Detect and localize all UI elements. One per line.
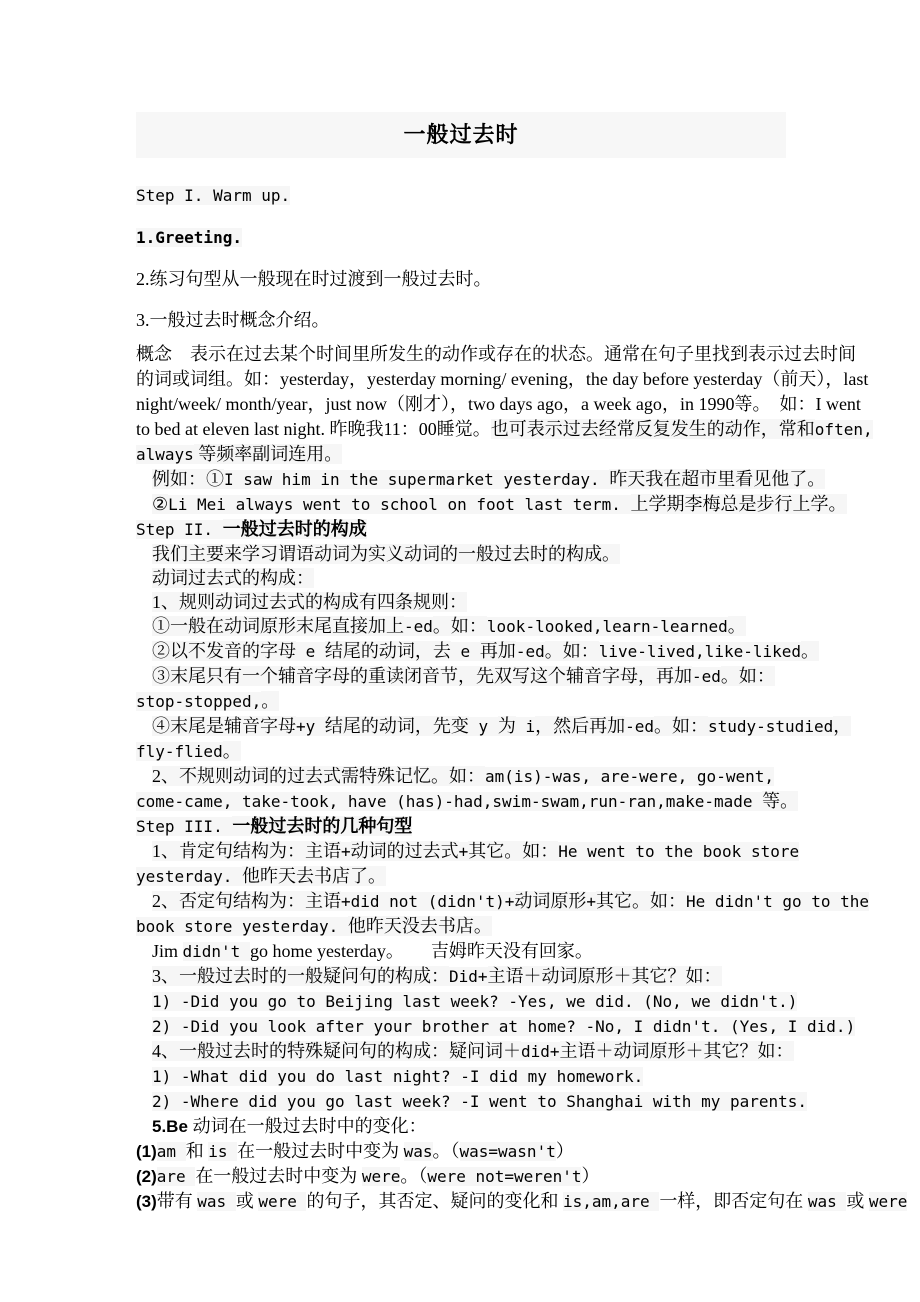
text-segment: 为: [497, 716, 516, 736]
text-line: [136, 689, 786, 714]
text-segment: -ed: [625, 717, 654, 736]
text-segment: e: [450, 642, 480, 661]
text-segment: ，: [833, 716, 852, 736]
text-segment: 结尾的动词，去: [324, 641, 451, 661]
text-segment: 等频率副词连用。: [193, 444, 343, 464]
text-segment: 的词或词组。如：: [136, 369, 280, 389]
text-segment: 主语＋动词原形＋其它？如：: [487, 966, 722, 986]
text-segment: 一般过去时概念介绍。: [149, 310, 330, 330]
text-segment: is: [208, 1142, 238, 1161]
text-segment: 。: [222, 741, 241, 761]
text-segment: 昨天我在超市里看见他了。: [609, 469, 826, 489]
text-segment: am: [156, 1142, 186, 1161]
text-segment: often,: [814, 420, 873, 439]
text-segment: 2、不规则动词的过去式需特殊记忆。如：: [152, 766, 485, 786]
text-segment: He didn't go to the: [686, 892, 870, 911]
text-segment: 昨晚我11：00睡觉。: [324, 419, 491, 439]
text-segment: 3、一般过去时的一般疑问句的构成：: [152, 966, 449, 986]
text-line: [136, 639, 820, 664]
text-segment: did+: [521, 1042, 560, 1061]
text-segment: ④末尾是辅音字母: [152, 716, 296, 736]
text-segment: 他昨天去书店了。: [241, 866, 386, 886]
text-segment: 或: [235, 1191, 259, 1211]
text-line: [136, 889, 870, 914]
text-segment: 的句子，其否定、疑问的变化和: [306, 1191, 563, 1211]
text-line: [136, 492, 847, 517]
text-segment: +: [341, 842, 351, 861]
text-segment: 。如：: [720, 666, 775, 686]
text-segment: Jim: [152, 941, 183, 961]
text-line: [136, 764, 786, 789]
text-line: [136, 590, 786, 614]
text-segment: 2、否定句结构为：主语: [152, 891, 341, 911]
text-segment: study-studied: [707, 717, 834, 736]
text-segment: 其它。如：: [468, 841, 559, 861]
text-segment: is,am,are: [562, 1192, 660, 1211]
text-line: [136, 789, 799, 814]
text-segment: were: [868, 1192, 908, 1211]
text-segment: 2) -Where did you go last week? -I went to Shanghai with my parents.: [152, 1092, 808, 1111]
text-segment: 动词的过去式: [350, 841, 459, 861]
text-segment: 他昨天没去书店。: [347, 916, 492, 936]
text-segment: go home yesterday: [249, 941, 386, 961]
text-segment: ，: [348, 369, 367, 389]
text-segment: Step I. Warm up.: [136, 186, 291, 205]
text-segment: 在一般过去时中变为: [195, 1166, 362, 1186]
text-segment: 概念 表示在过去某个时间里所发生的动作或存在的状态。通常在句子里找到表示过去时间: [136, 344, 856, 364]
text-segment: e: [296, 642, 325, 661]
text-segment: a week ago: [580, 394, 662, 414]
text-line: [136, 417, 873, 442]
text-segment: 等。 如：: [734, 394, 816, 414]
text-segment: Step III.: [136, 817, 233, 836]
text-segment: 我们主要来学习谓语动词为实义动词的一般过去时的构成。: [152, 544, 620, 564]
text-segment: y: [468, 717, 498, 736]
text-segment: the day before yesterday: [585, 369, 763, 389]
text-segment: （前天），: [762, 369, 844, 389]
text-segment: were: [361, 1167, 401, 1186]
text-segment: I went: [815, 394, 861, 414]
text-segment: 动词原形: [514, 891, 587, 911]
text-line: [136, 566, 786, 590]
text-segment: am(is)-was, are-were, go-went,: [485, 767, 774, 786]
text-segment: was: [197, 1192, 236, 1211]
text-segment: 。: [727, 616, 746, 636]
text-segment: （刚才），: [386, 394, 468, 414]
text-segment: i: [515, 717, 536, 736]
text-segment: look-looked,learn-learned: [486, 617, 728, 636]
text-line: [136, 442, 786, 467]
text-line: [136, 1064, 786, 1089]
text-segment: 。（: [400, 1166, 428, 1186]
text-line: [136, 939, 786, 964]
text-segment: two days ago: [467, 394, 563, 414]
document-content: [136, 112, 908, 1214]
text-segment: are: [156, 1167, 196, 1186]
text-segment: 其它。如：: [596, 891, 687, 911]
text-segment: stop-stopped,: [136, 692, 262, 711]
text-segment: (2): [136, 1167, 157, 1186]
warmup-item-2: [136, 269, 786, 289]
text-line: [136, 614, 786, 639]
text-segment: 1.Greeting.: [136, 228, 242, 247]
text-segment: 带有: [156, 1191, 198, 1211]
text-segment: fly-flied: [136, 742, 223, 761]
text-segment: ，然后再加: [535, 716, 626, 736]
text-line: [136, 714, 852, 739]
concept-paragraph: [136, 342, 873, 467]
text-segment: (1): [136, 1142, 157, 1161]
text-segment: come-came, take-took, have (has)-had,swim-swam,run-ran,make-made: [136, 792, 763, 811]
text-segment: 结尾的动词，先变: [324, 716, 469, 736]
text-segment: 1、规则动词过去式的构成有四条规则：: [152, 592, 467, 612]
text-segment: 在一般过去时中变为: [237, 1141, 404, 1161]
text-segment: book store yesterday.: [136, 917, 348, 936]
text-segment: -ed: [692, 667, 721, 686]
text-segment: 动词过去式的构成：: [152, 568, 314, 588]
text-line: [136, 467, 826, 492]
text-segment: -ed: [404, 617, 433, 636]
text-segment: ，: [307, 394, 326, 414]
text-segment: 练习句型从一般现在时过渡到一般过去时。: [149, 269, 492, 289]
text-segment: was: [403, 1142, 433, 1161]
text-segment: last: [843, 369, 869, 389]
text-segment: 。: [261, 691, 280, 711]
text-segment: 一般过去时的几种句型: [232, 816, 413, 836]
text-segment: yesterday morning/ evening: [366, 369, 568, 389]
text-segment: were not=weren't: [427, 1167, 582, 1186]
text-segment: was: [807, 1192, 847, 1211]
text-segment: 等。: [762, 791, 799, 811]
text-segment: ②: [152, 494, 169, 514]
text-segment: 。如：: [544, 641, 599, 661]
text-segment: always: [136, 445, 194, 464]
text-segment: was=wasn't: [459, 1142, 556, 1161]
text-segment: live-lived,like-liked: [598, 642, 802, 661]
document-title: 一般过去时: [136, 112, 786, 158]
text-segment: I saw him in the supermarket yesterday.: [224, 470, 610, 489]
text-line: [136, 1089, 808, 1114]
text-segment: 3.: [136, 310, 150, 330]
text-line: [136, 664, 786, 689]
text-segment: 2.: [136, 269, 150, 289]
text-segment: 也可表示过去经常反复发生的动作，常和: [490, 419, 815, 439]
text-segment: ）: [555, 1141, 574, 1161]
be-verb-heading: [136, 1114, 786, 1139]
greeting-heading: [136, 227, 786, 248]
text-segment: were: [258, 1192, 307, 1211]
text-segment: 1) -Did you go to Beijing last week? -Yes, we did. (No, we didn't.): [152, 992, 798, 1011]
text-segment: 。如：: [653, 716, 708, 736]
text-segment: ，: [562, 394, 581, 414]
text-segment: 和: [185, 1141, 209, 1161]
text-line: [136, 1014, 856, 1039]
text-segment: 或: [846, 1191, 869, 1211]
text-segment: 一样，即否定句在: [659, 1191, 808, 1211]
text-line: [136, 739, 786, 764]
text-line: [136, 964, 786, 989]
text-segment: 。（: [432, 1141, 460, 1161]
text-segment: ③末尾只有一个辅音字母的重读闭音节，先双写这个辅音字母，再加: [152, 666, 692, 686]
text-segment: ）: [581, 1166, 600, 1186]
text-segment: 一般过去时的构成: [222, 519, 367, 539]
text-segment: 1、肯定句结构为：主语: [152, 841, 341, 861]
text-segment: +: [586, 892, 597, 911]
text-segment: yesterday.: [136, 867, 242, 886]
text-line: [136, 367, 869, 392]
text-segment: 动词在一般过去时中的变化：: [192, 1116, 427, 1136]
text-segment: (3): [136, 1192, 157, 1211]
text-segment: 例如：①: [152, 469, 224, 489]
text-segment: 。 吉姆昨天没有回家。: [385, 941, 593, 961]
text-segment: ②以不发音的字母: [152, 641, 296, 661]
text-segment: Did+: [449, 967, 488, 986]
text-segment: 上学期李梅总是步行上学。: [630, 494, 847, 514]
warmup-item-3: [136, 310, 786, 330]
text-segment: didn't: [182, 942, 250, 961]
text-line: [136, 989, 798, 1014]
step3-heading: [136, 814, 786, 839]
text-segment: +y: [296, 717, 325, 736]
text-segment: 2) -Did you look after your brother at home? -No, I didn't. (Yes, I did.): [152, 1017, 856, 1036]
text-line: [136, 1189, 908, 1214]
text-line: [136, 839, 800, 864]
document-body: [136, 185, 908, 1214]
step2-heading: [136, 517, 786, 542]
text-segment: ①一般在动词原形末尾直接加上: [152, 616, 404, 636]
text-segment: 1) -What did you do last night? -I did my homework.: [152, 1067, 644, 1086]
text-segment: ，: [661, 394, 680, 414]
text-line: [136, 342, 856, 367]
text-segment: yesterday: [280, 369, 349, 389]
text-segment: 5.Be: [152, 1117, 193, 1136]
text-line: [136, 1164, 786, 1189]
text-line: [136, 1039, 794, 1064]
text-segment: 主语＋动词原形＋其它？如：: [559, 1041, 794, 1061]
text-segment: night/week/ month/year: [136, 394, 308, 414]
text-line: [136, 864, 786, 889]
text-segment: to bed at eleven last night.: [136, 419, 325, 439]
text-segment: in 1990: [679, 394, 735, 414]
grammar-body: [136, 467, 908, 1214]
text-segment: 4、一般过去时的特殊疑问句的构成：疑问词＋: [152, 1041, 521, 1061]
text-segment: -ed: [515, 642, 545, 661]
text-segment: just now: [325, 394, 387, 414]
text-segment: Li Mei always went to school on foot last term.: [168, 495, 631, 514]
text-line: [136, 914, 786, 939]
text-segment: 再加: [479, 641, 516, 661]
text-segment: +: [458, 842, 469, 861]
text-segment: Step II.: [136, 520, 223, 539]
text-line: [136, 1139, 786, 1164]
text-segment: 。: [801, 641, 820, 661]
text-line: [136, 392, 861, 417]
text-segment: 。如：: [432, 616, 487, 636]
step1-heading: [136, 185, 786, 206]
text-segment: He went to the book store: [558, 842, 800, 861]
warmup-section: [136, 185, 786, 330]
text-segment: ，: [567, 369, 586, 389]
text-segment: +did not (didn't)+: [341, 892, 515, 911]
text-line: [136, 542, 786, 566]
